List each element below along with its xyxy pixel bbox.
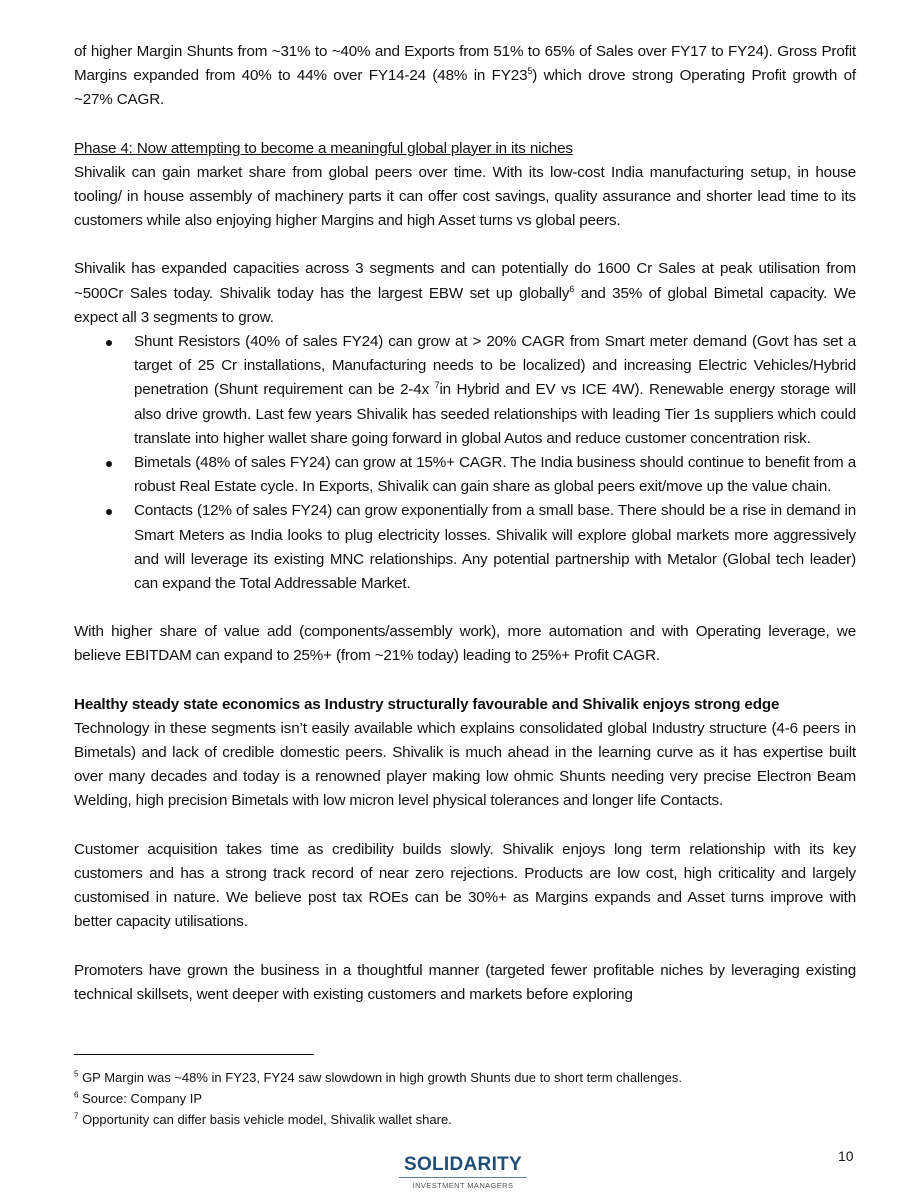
- bullet-text: Bimetals (48% of sales FY24) can grow at 15%+ CAGR. The India business should continue to benefit from a robust Real Estate cycle. In Exports, Shivalik can gain share as global peers exit/move up the value chain.: [134, 454, 856, 496]
- bullet-contacts: [74, 499, 856, 596]
- capacity-text-2: and 35% of global Bimetal capacity. We expect all 3 segments to grow.: [74, 284, 856, 326]
- intro-text-2: ) which drove strong Operating Profit growth of ~27% CAGR.: [74, 67, 856, 109]
- economics-heading: Healthy steady state economics as Industry structurally favourable and Shivalik enjoys strong edge: [74, 695, 780, 713]
- bullet-dot-icon: [106, 340, 112, 346]
- footnote-ref-6: 6: [569, 283, 575, 294]
- bullet-text: in Hybrid and EV vs ICE 4W). Renewable energy storage will also drive growth. Last few years Shivalik has seeded relationships with leading Tier 1s suppliers which could translate into higher wallet share going forward in global Autos and reduce customer concentration risk.: [134, 381, 857, 447]
- footnote-text: Opportunity can differ basis vehicle model, Shivalik wallet share.: [78, 1112, 452, 1127]
- capacity-text-1: Shivalik has expanded capacities across 3 segments and can potentially do 1600 Cr Sales at peak utilisation from ~500Cr Sales today. Shivalik today has the largest EBW set up globally: [74, 260, 856, 302]
- bullet-dot-icon: [106, 461, 112, 467]
- footnote-5: [74, 1067, 856, 1088]
- solidarity-logo: [399, 1154, 527, 1191]
- footnote-ref-5: 5: [527, 66, 533, 77]
- intro-paragraph: [74, 40, 856, 113]
- footnote-7: [74, 1109, 856, 1130]
- footnote-ref-7: 7: [434, 380, 440, 391]
- ebitda-paragraph: With higher share of value add (components/assembly work), more automation and with Operating leverage, we believe EBITDAM can expand to 25%+ (from ~21% today) leading to 25%+ Profit CAGR.: [74, 623, 856, 665]
- footnote-text: Source: Company IP: [78, 1091, 203, 1106]
- footnote-text: GP Margin was ~48% in FY23, FY24 saw slowdown in high growth Shunts due to short term challenges.: [78, 1070, 682, 1085]
- bullet-dot-icon: [106, 509, 112, 515]
- footnote-6: [74, 1088, 856, 1109]
- document-page: [74, 40, 856, 1007]
- footnotes: [74, 1067, 856, 1130]
- footnote-divider: [74, 1054, 314, 1055]
- footnote-number: 6: [74, 1090, 79, 1100]
- footnote-number: 5: [74, 1069, 79, 1079]
- logo-tagline: INVESTMENT MANAGERS: [412, 1181, 514, 1190]
- bullet-bimetals: [74, 451, 856, 499]
- customer-paragraph: Customer acquisition takes time as credibility builds slowly. Shivalik enjoys long term relationship with its key customers and has a strong track record of near zero rejections. Products are low cost, high criticality and largely customised in nature. We believe post tax ROEs can be 30%+ as Margins expands and Asset turns improve with better capacity utilisations.: [74, 840, 856, 931]
- intro-text-1: of higher Margin Shunts from ~31% to ~40% and Exports from 51% to 65% of Sales over FY17 to FY24). Gross Profit Margins expanded from 40% to 44% over FY14-24 (48% in FY23: [74, 43, 856, 85]
- bullet-text: Contacts (12% of sales FY24) can grow exponentially from a small base. There should be a rise in demand in Smart Meters as India looks to plug electricity losses. Shivalik will explore global markets more aggressively and will leverage its existing MNC relationships. Any potential partnership with Metalor (Global tech leader) can expand the Total Addressable Market.: [134, 502, 856, 593]
- phase4-heading: Phase 4: Now attempting to become a meaningful global player in its niches: [74, 139, 573, 157]
- capacity-paragraph: [74, 257, 856, 330]
- bullet-shunt-resistors: [74, 330, 856, 451]
- logo-wordmark: SOLIDARITY: [399, 1154, 527, 1178]
- bullet-text: Shunt Resistors (40% of sales FY24) can grow at > 20% CAGR from Smart meter demand (Govt has set a target of 25 Cr installations, Manufacturing needs to be localized) and increasing Electric Vehicles/Hybrid penetration (Shunt requirement can be 2-4x: [134, 333, 856, 399]
- footnote-number: 7: [74, 1111, 79, 1121]
- page-number: 10: [838, 1148, 854, 1164]
- phase4-paragraph: Shivalik can gain market share from global peers over time. With its low-cost India manufacturing setup, in house tooling/ in house assembly of machinery parts it can offer cost savings, quality assurance and shorter lead time to its customers while also enjoying higher Margins and high Asset turns vs global peers.: [74, 163, 856, 230]
- economics-paragraph: Technology in these segments isn’t easily available which explains consolidated global Industry structure (4-6 peers in Bimetals) and lack of credible domestic peers. Shivalik is much ahead in the learning curve as it has expertise built over many decades and today is a renowned player making low ohmic Shunts needing very precise Electron Beam Welding, high precision Bimetals with low micron level physical tolerances and longer life Contacts.: [74, 719, 856, 810]
- promoters-paragraph: Promoters have grown the business in a thoughtful manner (targeted fewer profitable niches by leveraging existing technical skillsets, went deeper with existing customers and markets before exploring: [74, 961, 856, 1003]
- segment-bullet-list: [74, 330, 856, 596]
